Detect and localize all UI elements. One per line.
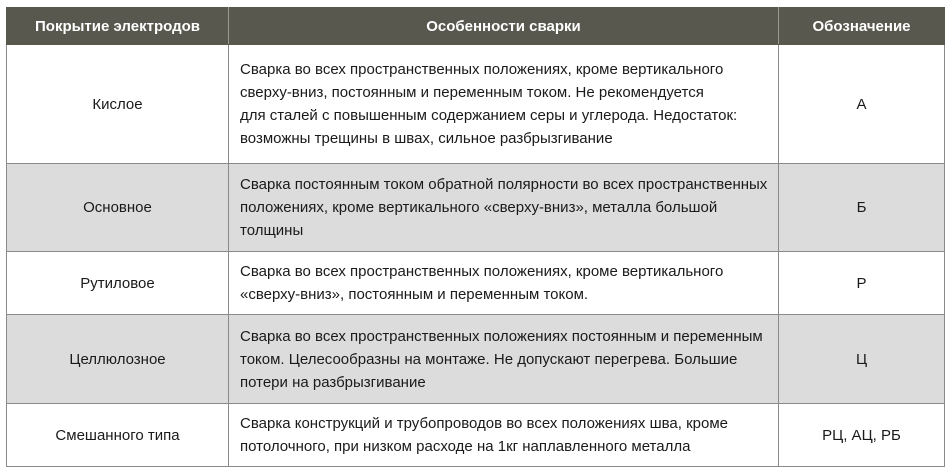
features-cell xyxy=(229,315,779,404)
features-cell xyxy=(229,404,779,467)
features-line: потери на разбрызгивание xyxy=(240,373,426,391)
coating-type-cell: Целлюлозное xyxy=(7,315,229,404)
designation-cell: Р xyxy=(779,252,945,315)
designation-cell: А xyxy=(779,45,945,164)
features-line: возможны трещины в швах, сильное разбрызгивание xyxy=(240,130,613,147)
features-cell xyxy=(229,45,779,164)
features-line: потолочного, при низком расходе на 1кг наплавленного металла xyxy=(240,438,691,455)
table-row xyxy=(7,404,945,467)
coating-type-cell: Рутиловое xyxy=(7,252,229,315)
features-line: током. Целесообразны на монтаже. Не допускают перегрева. Большие xyxy=(240,350,738,368)
designation-cell: Ц xyxy=(779,315,945,404)
designation-cell: РЦ, АЦ, РБ xyxy=(779,404,945,467)
header-features: Особенности сварки xyxy=(229,8,779,45)
header-coating: Покрытие электродов xyxy=(7,8,229,45)
table-header xyxy=(7,8,945,45)
features-line: положениях, кроме вертикального «сверху-вниз», металла большой xyxy=(240,199,718,216)
header-designation: Обозначение xyxy=(779,8,945,45)
designation-cell: Б xyxy=(779,164,945,252)
table-row xyxy=(7,315,945,404)
features-line: для сталей с повышенным содержанием серы и углерода. Недостаток: xyxy=(240,107,738,124)
features-line: Сварка во всех пространственных положениях, кроме вертикального xyxy=(240,263,724,280)
electrode-coating-table xyxy=(6,7,945,467)
features-line: Сварка во всех пространственных положениях постоянным и переменным xyxy=(240,327,763,345)
features-line: толщины xyxy=(240,222,304,239)
features-line: Сварка во всех пространственных положениях, кроме вертикального xyxy=(240,61,724,78)
table-row xyxy=(7,45,945,164)
table-row xyxy=(7,164,945,252)
features-cell xyxy=(229,164,779,252)
features-line: Сварка постоянным током обратной полярности во всех пространственных xyxy=(240,176,768,193)
features-line: Сварка конструкций и трубопроводов во всех положениях шва, кроме xyxy=(240,415,729,432)
features-line: сверху-вниз, постоянным и переменным током. Не рекомендуется xyxy=(240,84,704,101)
coating-type-cell: Кислое xyxy=(7,45,229,164)
table-body xyxy=(7,45,945,467)
header-row xyxy=(7,8,945,45)
features-cell xyxy=(229,252,779,315)
features-line: «сверху-вниз», постоянным и переменным током. xyxy=(240,286,589,303)
coating-type-cell: Смешанного типа xyxy=(7,404,229,467)
coating-type-cell: Основное xyxy=(7,164,229,252)
table-row xyxy=(7,252,945,315)
